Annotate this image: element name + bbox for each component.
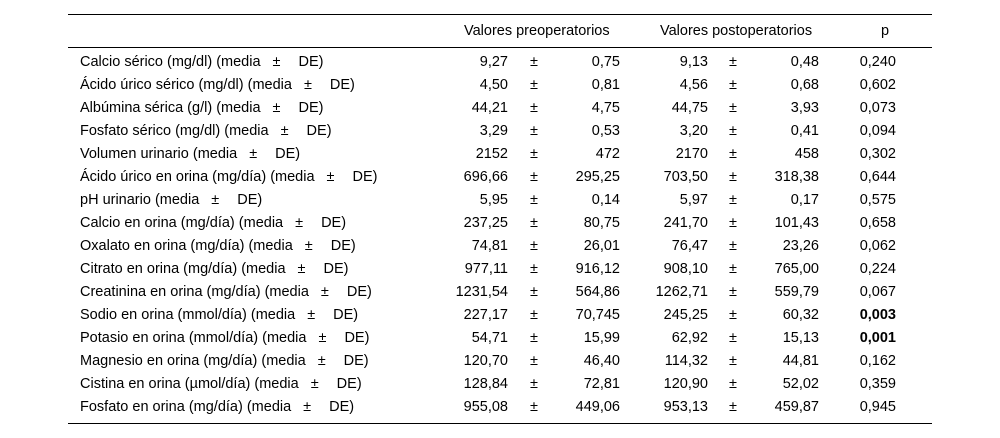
row-label-pm: ± — [272, 54, 281, 70]
row-label-pm: ± — [310, 376, 319, 392]
row-label-media: (media — [238, 215, 284, 231]
row-label-de: DE) — [352, 169, 378, 185]
pre-mean: 120,70 — [463, 353, 508, 369]
row-label-media: (media — [154, 192, 200, 208]
row-label-media: (media — [216, 100, 261, 116]
row-label-de: DE) — [333, 307, 359, 323]
p-value: 0,094 — [859, 123, 896, 139]
pre-mean: 44,21 — [471, 100, 508, 116]
row-label-media: (media — [264, 284, 309, 300]
post-sd: 60,32 — [782, 307, 819, 323]
pre-sd: 0,81 — [591, 77, 620, 93]
table-row — [68, 350, 932, 373]
table-row — [68, 189, 932, 212]
row-label-de: DE) — [306, 123, 332, 139]
pre-sd: 0,53 — [591, 123, 620, 139]
row-label-pm: ± — [249, 146, 258, 162]
pre-mean: 977,11 — [464, 261, 508, 277]
pre-sd: 26,01 — [583, 238, 620, 254]
p-value: 0,240 — [859, 54, 896, 70]
pre-pm: ± — [530, 284, 538, 300]
table-header — [68, 15, 932, 47]
post-pm: ± — [729, 192, 737, 208]
pre-sd: 80,75 — [583, 215, 620, 231]
post-mean: 245,25 — [663, 307, 708, 323]
pre-pm: ± — [530, 330, 538, 346]
row-label-de: DE) — [343, 353, 369, 369]
row-label-pm: ± — [303, 399, 312, 415]
pre-sd: 70,745 — [575, 307, 620, 323]
p-value: 0,224 — [859, 261, 896, 277]
row-label-pm: ± — [272, 100, 281, 116]
post-mean: 953,13 — [663, 399, 708, 415]
post-mean: 703,50 — [663, 169, 708, 185]
post-mean: 4,56 — [679, 77, 708, 93]
pre-mean: 54,71 — [471, 330, 508, 346]
pre-mean: 9,27 — [479, 54, 508, 70]
row-label-name: Albúmina sérica (g/l) — [80, 100, 213, 116]
row-label-pm: ± — [318, 330, 327, 346]
post-mean: 114,32 — [664, 353, 708, 369]
post-sd: 0,48 — [790, 54, 819, 70]
row-label-media: (media — [250, 307, 296, 323]
table-row — [68, 97, 932, 120]
post-sd: 459,87 — [774, 399, 819, 415]
post-sd: 0,17 — [790, 192, 819, 208]
row-label-de: DE) — [329, 399, 355, 415]
pre-mean: 74,81 — [471, 238, 508, 254]
post-pm: ± — [729, 215, 737, 231]
row-label-de: DE) — [346, 284, 372, 300]
pre-sd: 46,40 — [583, 353, 620, 369]
post-sd: 0,68 — [790, 77, 819, 93]
row-label — [80, 235, 356, 258]
post-mean: 62,92 — [671, 330, 708, 346]
post-mean: 1262,71 — [655, 284, 708, 300]
pre-sd: 4,75 — [591, 100, 620, 116]
row-label — [80, 97, 323, 120]
post-pm: ± — [729, 353, 737, 369]
pre-pm: ± — [530, 192, 538, 208]
pre-sd: 15,99 — [583, 330, 620, 346]
pre-pm: ± — [530, 169, 538, 185]
pre-sd: 295,25 — [575, 169, 620, 185]
row-label-name: Oxalato en orina (mg/día) — [80, 238, 245, 254]
post-pm: ± — [729, 261, 737, 277]
row-label-name: pH urinario — [80, 192, 151, 208]
row-label — [80, 51, 323, 74]
row-label-media: (media — [241, 261, 286, 277]
pre-mean: 1231,54 — [455, 284, 508, 300]
post-mean: 44,75 — [671, 100, 708, 116]
p-value: 0,073 — [859, 100, 896, 116]
row-label-pm: ± — [307, 307, 316, 323]
row-label-de: DE) — [344, 330, 370, 346]
p-value: 0,359 — [859, 376, 896, 392]
table-row — [68, 143, 932, 166]
row-label — [80, 350, 369, 373]
row-label-pm: ± — [211, 192, 220, 208]
row-label-name: Calcio sérico (mg/dl) — [80, 54, 213, 70]
pre-pm: ± — [530, 238, 538, 254]
post-mean: 908,10 — [663, 261, 708, 277]
p-value: 0,945 — [859, 399, 896, 415]
pre-sd: 0,14 — [591, 192, 620, 208]
p-value: 0,162 — [859, 353, 896, 369]
row-label — [80, 166, 377, 189]
pre-pm: ± — [530, 261, 538, 277]
post-pm: ± — [729, 100, 737, 116]
table-body — [68, 48, 932, 423]
pre-mean: 3,29 — [479, 123, 508, 139]
row-label-media: (media — [216, 54, 261, 70]
row-label-name: Magnesio en orina (mg/día) — [80, 353, 258, 369]
post-pm: ± — [729, 376, 737, 392]
post-sd: 765,00 — [774, 261, 819, 277]
pre-pm: ± — [530, 100, 538, 116]
row-label-name: Citrato en orina (mg/día) — [80, 261, 238, 277]
pre-pm: ± — [530, 123, 538, 139]
p-value: 0,001 — [859, 330, 896, 346]
p-value: 0,067 — [859, 284, 896, 300]
post-sd: 0,41 — [790, 123, 819, 139]
post-mean: 76,47 — [671, 238, 708, 254]
post-pm: ± — [729, 399, 737, 415]
p-value: 0,602 — [859, 77, 896, 93]
row-label-media: (media — [192, 146, 238, 162]
pre-pm: ± — [530, 353, 538, 369]
pre-mean: 2152 — [475, 146, 508, 162]
row-label-media: (media — [246, 399, 292, 415]
pre-sd: 916,12 — [575, 261, 620, 277]
row-label — [80, 373, 362, 396]
header-p-value: p — [881, 23, 890, 39]
header-preoperative: Valores preoperatorios — [464, 23, 610, 39]
row-label — [80, 120, 332, 143]
post-sd: 3,93 — [790, 100, 819, 116]
post-sd: 15,13 — [782, 330, 819, 346]
pre-pm: ± — [530, 146, 538, 162]
p-value: 0,302 — [859, 146, 896, 162]
row-label-de: DE) — [298, 54, 324, 70]
table-row — [68, 51, 932, 74]
p-value: 0,062 — [859, 238, 896, 254]
row-label-pm: ± — [320, 284, 329, 300]
row-label-name: Fosfato sérico (mg/dl) — [80, 123, 221, 139]
post-sd: 23,26 — [782, 238, 819, 254]
table-row — [68, 396, 932, 419]
post-mean: 9,13 — [679, 54, 708, 70]
pre-pm: ± — [530, 307, 538, 323]
post-pm: ± — [729, 284, 737, 300]
row-label — [80, 74, 355, 97]
pre-mean: 955,08 — [463, 399, 508, 415]
post-mean: 120,90 — [663, 376, 708, 392]
post-mean: 3,20 — [679, 123, 708, 139]
row-label-de: DE) — [237, 192, 263, 208]
table-row — [68, 166, 932, 189]
header-postoperative: Valores postoperatorios — [660, 23, 813, 39]
post-sd: 559,79 — [774, 284, 819, 300]
p-value: 0,658 — [859, 215, 896, 231]
table-row — [68, 281, 932, 304]
row-label-media: (media — [261, 353, 306, 369]
pre-mean: 5,95 — [479, 192, 508, 208]
post-pm: ± — [729, 77, 737, 93]
table-row — [68, 258, 932, 281]
row-label-name: Calcio en orina (mg/día) — [80, 215, 235, 231]
row-label — [80, 143, 300, 166]
row-label-name: Ácido úrico sérico (mg/dl) — [80, 77, 244, 93]
row-label-media: (media — [254, 376, 299, 392]
pre-pm: ± — [530, 376, 538, 392]
row-label-de: DE) — [336, 376, 362, 392]
table-row — [68, 235, 932, 258]
row-label-media: (media — [262, 330, 307, 346]
post-sd: 458 — [794, 146, 819, 162]
pre-sd: 0,75 — [591, 54, 620, 70]
post-mean: 241,70 — [663, 215, 708, 231]
row-label — [80, 258, 348, 281]
post-pm: ± — [729, 54, 737, 70]
table-row — [68, 120, 932, 143]
pre-mean: 227,17 — [463, 307, 508, 323]
pre-pm: ± — [530, 54, 538, 70]
row-label-pm: ± — [295, 215, 304, 231]
row-label-de: DE) — [330, 238, 356, 254]
row-label-pm: ± — [304, 238, 313, 254]
p-value: 0,575 — [859, 192, 896, 208]
pre-mean: 237,25 — [463, 215, 508, 231]
row-label-name: Volumen urinario — [80, 146, 189, 162]
row-label — [80, 327, 369, 350]
row-label — [80, 189, 262, 212]
row-label-pm: ± — [303, 77, 312, 93]
post-pm: ± — [729, 146, 737, 162]
post-sd: 52,02 — [782, 376, 819, 392]
table-row — [68, 304, 932, 327]
row-label-pm: ± — [280, 123, 289, 139]
row-label-name: Sodio en orina (mmol/día) — [80, 307, 247, 323]
pre-mean: 696,66 — [463, 169, 508, 185]
table-row — [68, 327, 932, 350]
post-mean: 5,97 — [679, 192, 708, 208]
row-label-name: Ácido úrico en orina (mg/día) — [80, 169, 267, 185]
pre-mean: 128,84 — [463, 376, 508, 392]
row-label-name: Creatinina en orina (mg/día) — [80, 284, 261, 300]
pre-pm: ± — [530, 399, 538, 415]
row-label-de: DE) — [329, 77, 355, 93]
pre-pm: ± — [530, 215, 538, 231]
row-label-pm: ± — [317, 353, 326, 369]
post-sd: 44,81 — [782, 353, 819, 369]
row-label — [80, 281, 372, 304]
p-value: 0,003 — [859, 307, 896, 323]
table-row — [68, 373, 932, 396]
row-label-media: (media — [270, 169, 315, 185]
bottom-rule — [68, 423, 932, 424]
row-label-media: (media — [248, 238, 293, 254]
pre-mean: 4,50 — [479, 77, 508, 93]
post-pm: ± — [729, 307, 737, 323]
row-label-pm: ± — [326, 169, 335, 185]
row-label — [80, 396, 354, 419]
table-row — [68, 74, 932, 97]
row-label-de: DE) — [321, 215, 347, 231]
row-label-name: Fosfato en orina (mg/día) — [80, 399, 243, 415]
row-label-name: Cistina en orina (µmol/día) — [80, 376, 251, 392]
row-label-media: (media — [247, 77, 292, 93]
post-pm: ± — [729, 330, 737, 346]
post-pm: ± — [729, 123, 737, 139]
pre-pm: ± — [530, 77, 538, 93]
pre-sd: 449,06 — [575, 399, 620, 415]
post-sd: 101,43 — [774, 215, 819, 231]
p-value: 0,644 — [859, 169, 896, 185]
row-label-media: (media — [224, 123, 269, 139]
data-table — [68, 14, 932, 424]
table-row — [68, 212, 932, 235]
row-label-name: Potasio en orina (mmol/día) — [80, 330, 259, 346]
row-label — [80, 212, 346, 235]
row-label-de: DE) — [323, 261, 349, 277]
row-label-de: DE) — [275, 146, 301, 162]
post-mean: 2170 — [675, 146, 708, 162]
pre-sd: 472 — [595, 146, 620, 162]
row-label-de: DE) — [298, 100, 324, 116]
row-label — [80, 304, 358, 327]
row-label-pm: ± — [297, 261, 306, 277]
pre-sd: 72,81 — [583, 376, 620, 392]
post-sd: 318,38 — [774, 169, 819, 185]
pre-sd: 564,86 — [575, 284, 620, 300]
post-pm: ± — [729, 169, 737, 185]
post-pm: ± — [729, 238, 737, 254]
